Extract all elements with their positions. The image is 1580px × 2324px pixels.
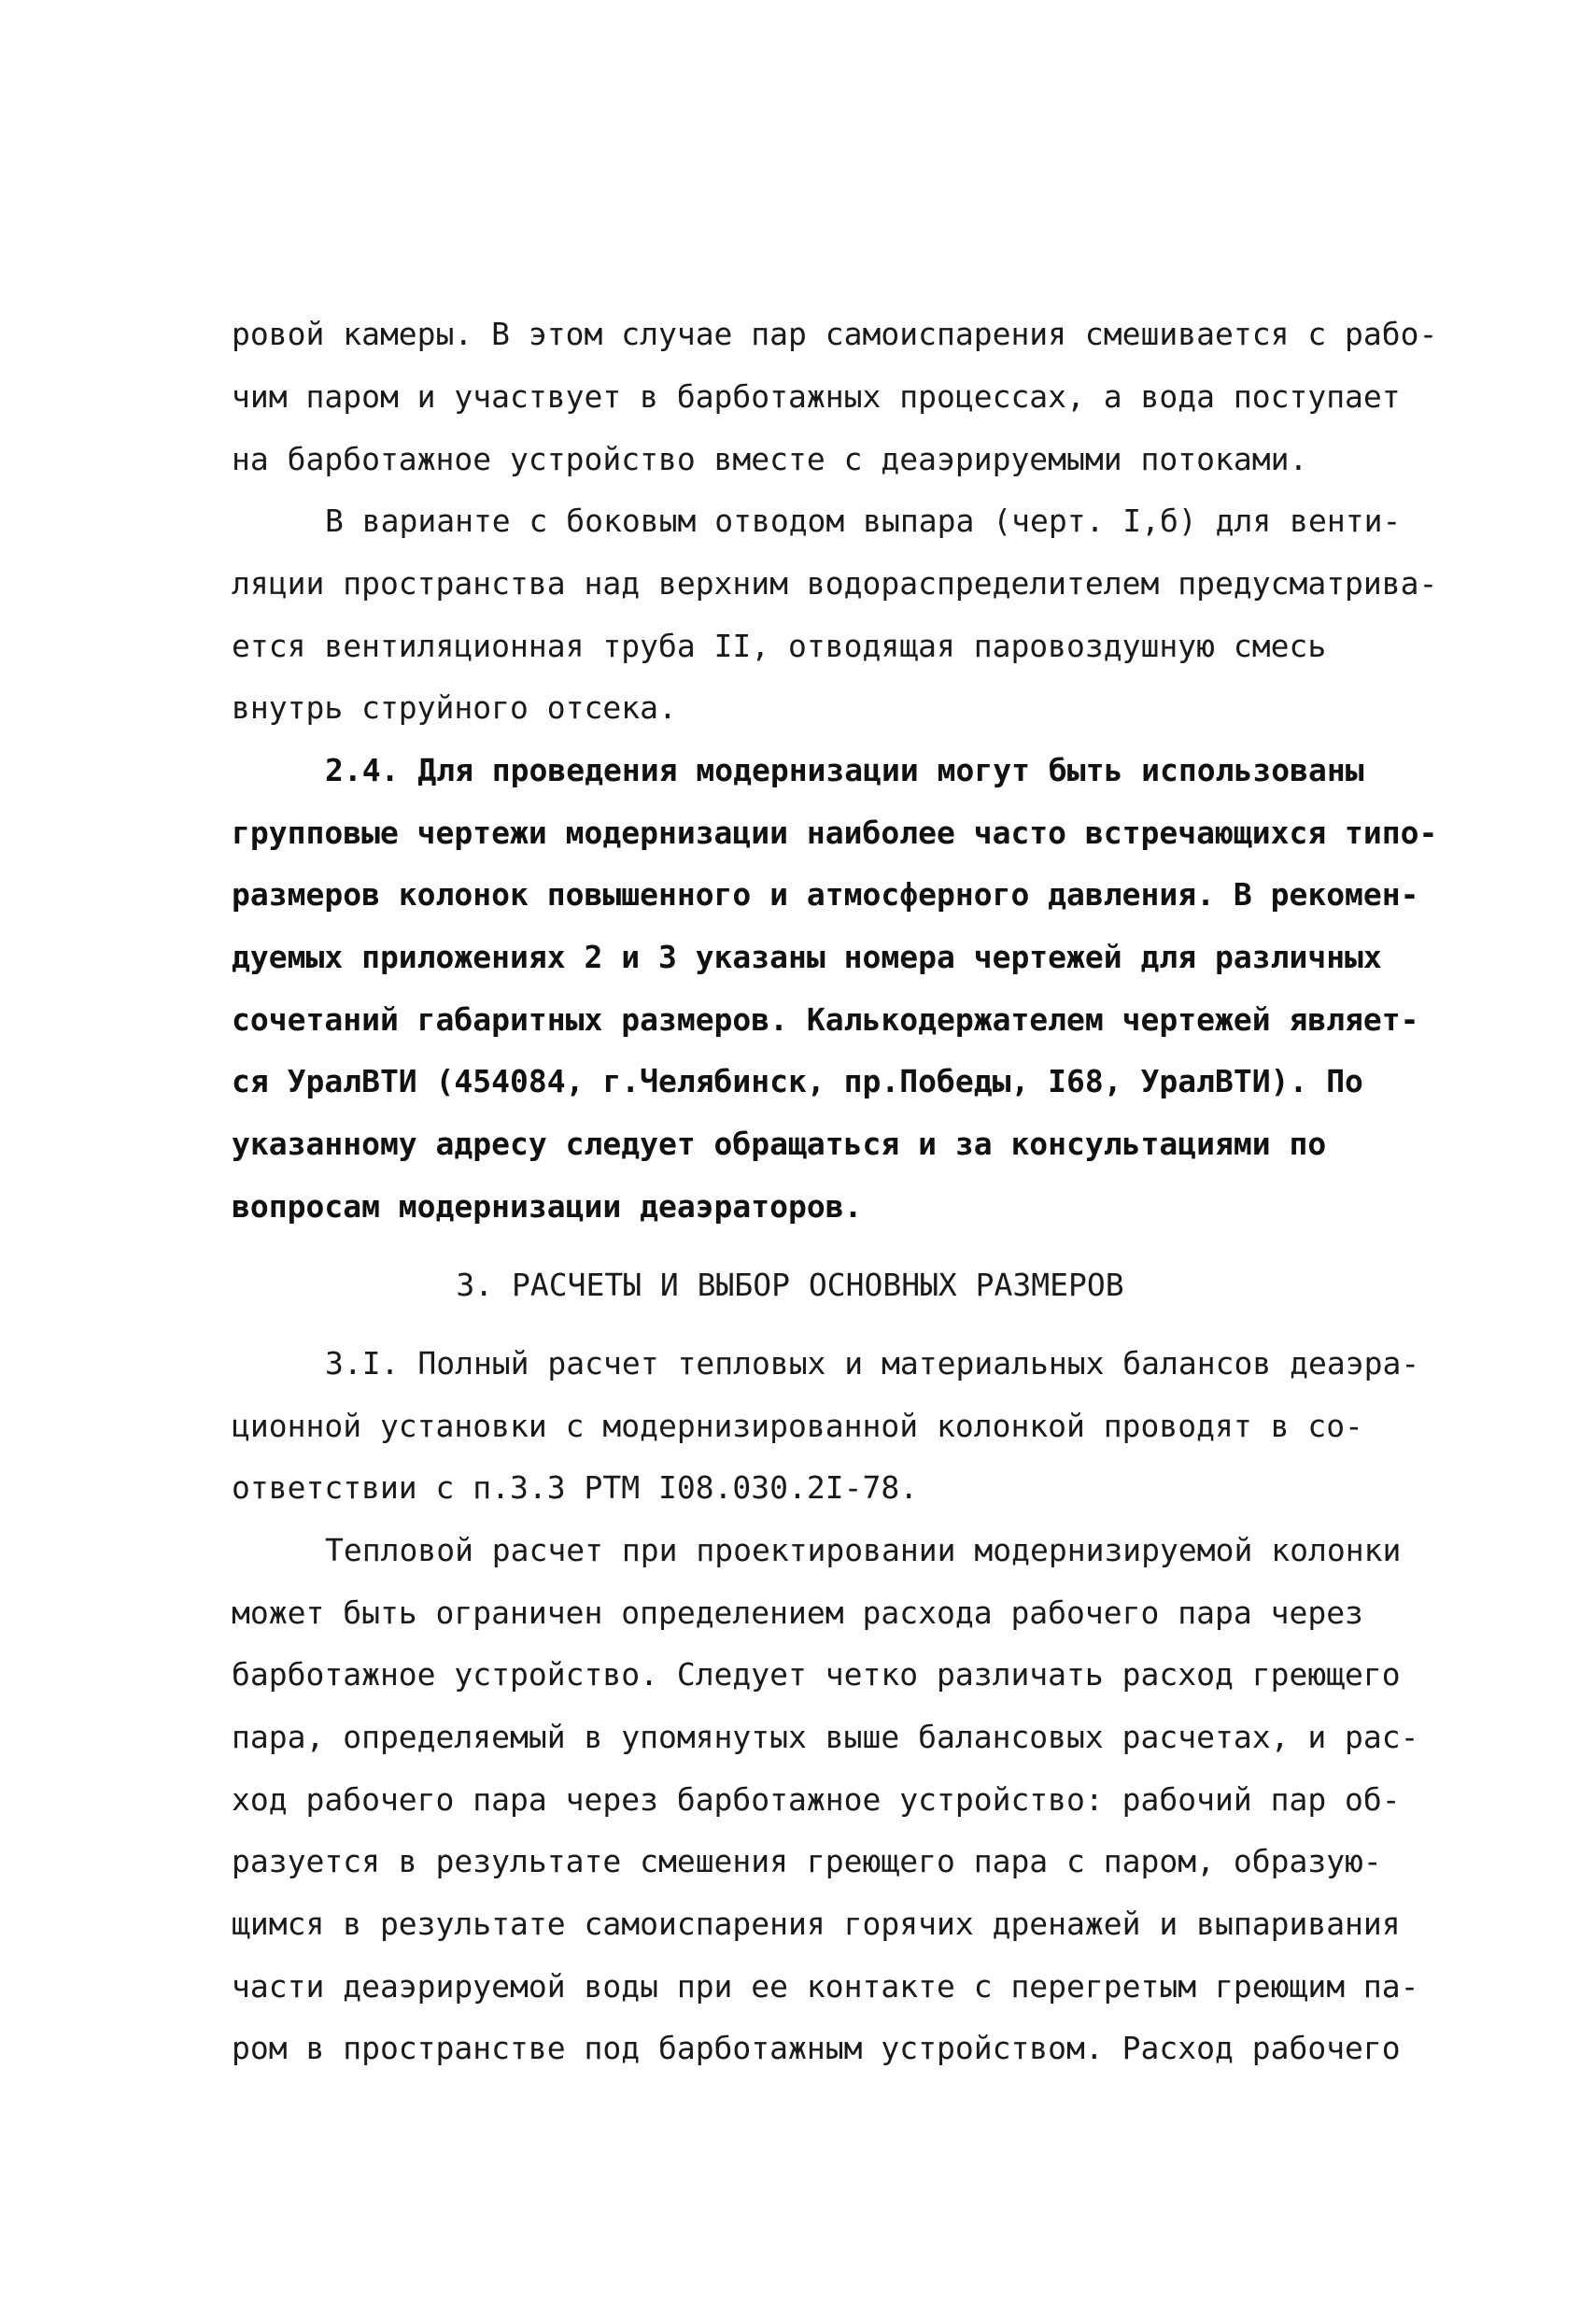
text-line: части деаэрируемой воды при ее контакте с перегретым греющим па- [232, 1968, 1419, 2005]
text-line: 3.I. Полный расчет тепловых и материальных балансов деаэра- [325, 1345, 1420, 1382]
text-line: может быть ограничен определением расхода рабочего пара через [232, 1594, 1363, 1631]
text-line: Тепловой расчет при проектировании модернизируемой колонки [325, 1532, 1402, 1568]
text-line: ционной установки с модернизированной колонкой проводят в со- [232, 1408, 1363, 1444]
text-line: групповые чертежи модернизации наиболее часто встречающихся типо- [232, 815, 1438, 851]
text-line: щимся в результате самоиспарения горячих дренажей и выпаривания [232, 1906, 1401, 1942]
text-line: размеров колонок повышенного и атмосферного давления. В рекомен- [232, 876, 1419, 913]
text-line: внутрь струйного отсека. [232, 689, 677, 726]
text-line: ответствии с п.3.3 РТМ I08.030.2I-78. [232, 1469, 919, 1506]
text-line: ляции пространства над верхним водораспределителем предусматрива- [232, 565, 1438, 602]
text-line: ся УралВТИ (454084, г.Челябинск, пр.Победы, I68, УралВТИ). По [232, 1063, 1363, 1099]
text-line: дуемых приложениях 2 и 3 указаны номера чертежей для различных [232, 939, 1382, 975]
section-heading: 3. РАСЧЕТЫ И ВЫБОР ОСНОВНЫХ РАЗМЕРОВ [456, 1267, 1124, 1303]
text-line: разуется в результате смешения греющего пара с паром, образую- [232, 1843, 1382, 1879]
text-line: 2.4. Для проведения модернизации могут быть использованы [325, 752, 1364, 788]
text-line: ется вентиляционная труба II, отводящая паровоздушную смесь [232, 628, 1327, 664]
text-line: сочетаний габаритных размеров. Калькодержателем чертежей являет- [232, 1001, 1419, 1038]
text-line: ход рабочего пара через барботажное устройство: рабочий пар об- [232, 1781, 1401, 1818]
text-line: В варианте с боковым отводом выпара (черт. I,б) для венти- [325, 503, 1402, 539]
text-line: вопросам модернизации деаэраторов. [232, 1188, 863, 1225]
text-line: на барботажное устройство вместе с деаэрируемыми потоками. [232, 441, 1308, 477]
text-line: ром в пространстве под барботажным устройством. Расход рабочего [232, 2030, 1401, 2066]
text-line: указанному адресу следует обращаться и за консультациями по [232, 1126, 1327, 1162]
text-line: ровой камеры. В этом случае пар самоиспарения смешивается с рабо- [232, 316, 1438, 352]
text-line: пара, определяемый в упомянутых выше балансовых расчетах, и рас- [232, 1719, 1419, 1755]
text-line: чим паром и участвует в барботажных процессах, а вода поступает [232, 378, 1401, 415]
text-line: барботажное устройство. Следует четко различать расход греющего [232, 1656, 1401, 1693]
